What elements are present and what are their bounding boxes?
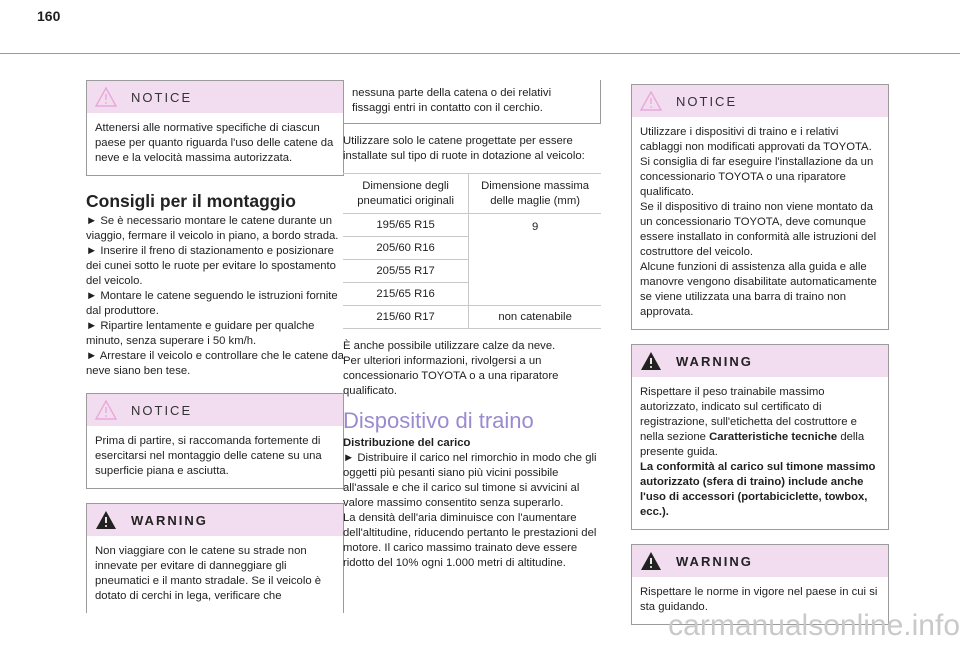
notice-text: Attenersi alle normative specifiche di ciascun paese per quanto riguarda l'uso delle catene da neve e la velocità massima autorizzata. bbox=[95, 122, 334, 164]
step-5: ► Arrestare il veicolo e controllare che le catene da neve siano ben tese. bbox=[86, 350, 344, 377]
header-rule bbox=[0, 53, 960, 54]
table-cell: 195/65 R15 bbox=[343, 214, 469, 237]
after-table-text: È anche possibile utilizzare calze da neve. Per ulteriori informazioni, rivolgersi a un concessionario TOYOTA o a una riparatore qualificato. bbox=[343, 340, 559, 397]
body-text: ► Distribuire il carico nel rimorchio in modo che gli oggetti più pesanti siano più vicini possibile all'assale e che il carico sul timone si avvicini al valore massimo consentito senza superarlo. bbox=[343, 452, 597, 509]
warning-text: Non viaggiare con le catene su strade non innevate per evitare di danneggiare gli pneumatici e il manto stradale. Se il veicolo è dotato di cerchi in lega, verificare che bbox=[95, 545, 322, 602]
warning-text: Rispettare le norme in vigore nel paese in cui si sta guidando. bbox=[640, 586, 878, 613]
body-text: La densità dell'aria diminuisce con l'aumentare dell'altitudine, riducendo pertanto le prestazioni del motore. Il carico massimo trainato deve essere ridotto del 10% ogni 1.000 metri di altitudine. bbox=[343, 512, 597, 569]
column-1 bbox=[86, 80, 344, 627]
step-4: ► Ripartire lentamente e guidare per qualche minuto, senza superare i 50 km/h. bbox=[86, 320, 315, 347]
notice-box bbox=[86, 80, 344, 176]
notice-box bbox=[86, 393, 344, 489]
warning-triangle-filled-icon bbox=[95, 510, 117, 530]
intro-text: Utilizzare solo le catene progettate per essere installate sul tipo di ruote in dotazione al veicolo: bbox=[343, 135, 585, 162]
warning-triangle-outline-icon bbox=[95, 400, 117, 420]
notice-text: Prima di partire, si raccomanda fortemente di esercitarsi nel montaggio delle catene su una superficie piana e asciutta. bbox=[95, 435, 322, 477]
column-3 bbox=[631, 84, 889, 639]
table-cell: 205/55 R17 bbox=[343, 260, 469, 283]
table-cell: 9 bbox=[469, 214, 601, 306]
warning-triangle-outline-icon bbox=[95, 87, 117, 107]
step-3: ► Montare le catene seguendo le istruzioni fornite dal produttore. bbox=[86, 290, 338, 317]
warning-title: WARNING bbox=[131, 512, 208, 528]
warning-strong-text: La conformità al carico sul timone massimo autorizzato (sfera di traino) include anche l'uso di accessori (portabiciclette, towbox, ecc.). bbox=[640, 461, 876, 518]
page-number: 160 bbox=[37, 8, 61, 24]
table-cell: non catenabile bbox=[469, 306, 601, 329]
section-heading: Dispositivo di traino bbox=[343, 408, 534, 433]
step-1: ► Se è necessario montare le catene durante un viaggio, fermare il veicolo in piano, a bordo strada. bbox=[86, 215, 339, 242]
warning-title: WARNING bbox=[676, 553, 753, 569]
notice-title: NOTICE bbox=[131, 89, 193, 105]
notice-text: Utilizzare i dispositivi di traino e i relativi cablaggi non modificati approvati da TOYOTA. Si consiglia di far eseguire l'installazione da un concessionario TOYOTA o una riparatore qualificato. Se il dispositivo di traino non viene montato da un concessionario TOYOTA, deve comunque essere installato in conformità alle istruzioni del costruttore del veicolo. Alcune funzioni di assistenza alla guida e alle manovre vengono disabilitate automaticamente se viene utilizzata una barra di traino non approvata. bbox=[640, 126, 877, 318]
notice-title: NOTICE bbox=[131, 402, 193, 418]
notice-box bbox=[631, 84, 889, 330]
chains-table bbox=[343, 173, 601, 329]
notice-title: NOTICE bbox=[676, 93, 738, 109]
section-heading: Consigli per il montaggio bbox=[86, 191, 296, 211]
warning-triangle-outline-icon bbox=[640, 91, 662, 111]
table-header: Dimensione degli pneumatici originali bbox=[343, 174, 469, 214]
warning-text: nessuna parte della catena o dei relativi fissaggi entri in contatto con il cerchio. bbox=[352, 87, 552, 114]
subheading: Distribuzione del carico bbox=[343, 437, 471, 449]
watermark: carmanualsonline.info bbox=[668, 609, 960, 642]
warning-triangle-filled-icon bbox=[640, 351, 662, 371]
table-header: Dimensione massima delle maglie (mm) bbox=[469, 174, 601, 214]
column-2 bbox=[343, 80, 601, 571]
step-2: ► Inserire il freno di stazionamento e posizionare dei cunei sotto le ruote per evitare lo spostamento del veicolo. bbox=[86, 245, 336, 287]
warning-continuation bbox=[343, 80, 601, 124]
warning-title: WARNING bbox=[676, 353, 753, 369]
table-cell: 205/60 R16 bbox=[343, 237, 469, 260]
table-cell: 215/60 R17 bbox=[343, 306, 469, 329]
warning-box bbox=[631, 344, 889, 530]
warning-triangle-filled-icon bbox=[640, 551, 662, 571]
table-cell: 215/65 R16 bbox=[343, 283, 469, 306]
warning-box bbox=[86, 503, 344, 613]
warning-text: Rispettare il peso trainabile massimo autorizzato, indicato sul certificato di registrazione, sull'etichetta del costruttore e nella sezione Caratteristiche tecniche della presente guida. bbox=[640, 386, 865, 458]
